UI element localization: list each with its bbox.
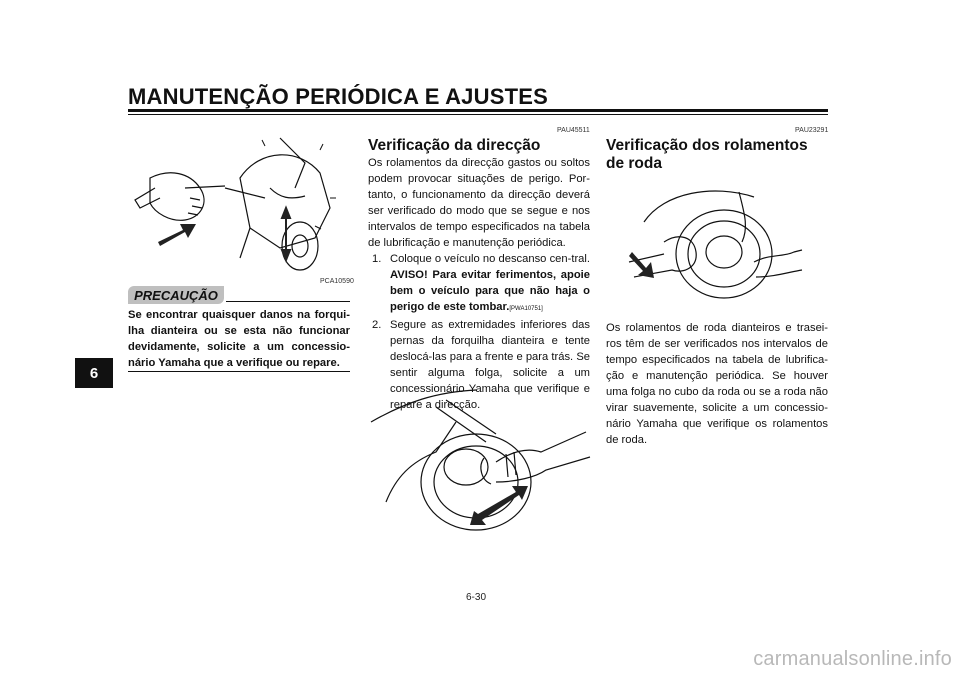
step-text: Segure as extremidades inferiores das pernas da forquilha dianteira e tente deslocá-las para a frente e para trás. Se sentir alguma folga, solicite a um concessionário Yamaha que verifique e repare a direcção. [390,319,590,411]
figure-code: PCA10590 [320,278,354,285]
fork-check-illustration [130,128,352,274]
step-number: 2. [372,319,382,331]
caution-text: Se encontrar quaisquer danos na forqui-lha dianteira ou se esta não funcionar devidamente, solicite a um concessio-nário Yamaha que a verifique ou repare. [128,309,350,369]
section-code: PAU45511 [557,127,590,134]
section-heading-steering: Verificação da direcção [368,137,541,154]
warning-code: [PWA10751] [509,306,543,312]
step-item [368,251,590,317]
title-rule-thin [128,114,828,115]
page-number: 6-30 [466,592,487,603]
steering-check-illustration [366,382,592,532]
chapter-tab[interactable]: 6 [75,358,113,388]
step-text: Coloque o veículo no descanso cen-tral. [390,253,590,265]
caution-badge: PRECAUÇÃO [128,286,224,304]
steering-intro: Os rolamentos da direcção gastos ou soltos podem provocar situações de perigo. Por-tanto, o funcionamento da direcção deverá ser verificado do modo que se segue e nos intervalos de tempo especificados na tabela de lubrificação e manutenção periódica. [368,157,590,249]
page-title: MANUTENÇÃO PERIÓDICA E AJUSTES [128,84,548,109]
caution-rule-bottom [128,371,350,372]
watermark[interactable]: carmanualsonline.info [753,648,952,670]
title-rule [128,109,828,112]
steering-body [368,155,590,413]
step-warning: AVISO! Para evitar ferimentos, apoie bem o veículo para que não haja o perigo de este tombar. [390,269,590,313]
section-heading-wheel-bearings: Verificação dos rolamentos de roda [606,137,808,172]
step-number: 1. [372,253,382,265]
section-code: PAU23291 [795,127,829,134]
wheel-bearing-illustration [624,182,804,300]
wheel-bearings-body: Os rolamentos de roda dianteiros e trasei-ros têm de ser verificados nos intervalos de tempo especificados na tabela de lubrifica-ção e manutenção periódica. Se houver uma folga no cubo da roda ou se a roda não virar suavemente, solicite a um concessio-nário Yamaha que verifique os rolamentos de roda. [606,322,828,446]
caution-rule-top [226,301,350,302]
